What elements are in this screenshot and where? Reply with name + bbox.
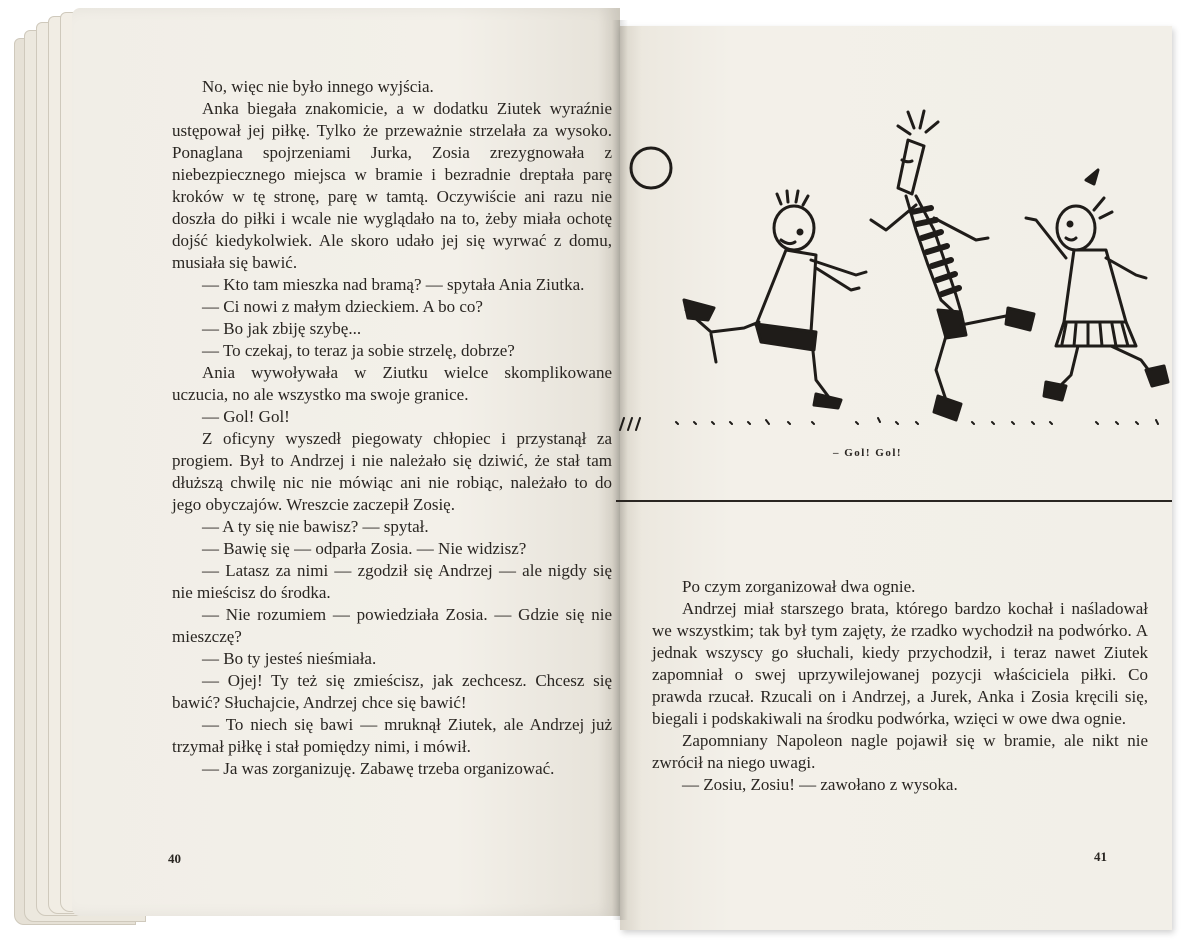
paragraph: — Kto tam mieszka nad bramą? — spytała Ania Ziutka. <box>202 275 585 294</box>
paragraph: Ania wywoływała w Ziutku wielce skomplikowane uczucia, no ale wszystko ma swoje granice. <box>172 363 612 404</box>
right-page-text <box>652 576 1148 796</box>
paragraph: — Zosiu, Zosiu! — zawołano z wysoka. <box>682 775 958 794</box>
paragraph: — Bo jak zbiję szybę... <box>202 319 362 338</box>
paragraph: — Nie rozumiem — powiedziała Zosia. — Gdzie się nie mieszczę? <box>172 605 612 646</box>
ground-marks <box>620 418 1158 430</box>
paragraph: Andrzej miał starszego brata, którego bardzo kochał i naśladował we wszystkim; tak był tym zajęty, że rzadko wychodził na podwórko. A jednak wszyscy go słuchali, kiedy przychodził, i teraz nawet Ziutek zapomniał o swej uprzywilejowanej pozycji właściciela piłki. Co prawda rzucał. Rzucali on i Andrzej, a Jurek, Anka i Zosia kręcili się, biegali i podskakiwali na środku podwórka, wzięci w owe dwa ognie. <box>652 599 1148 728</box>
paragraph: Po czym zorganizował dwa ognie. <box>682 577 916 596</box>
paragraph: — Latasz za nimi — zgodził się Andrzej — ale nigdy się nie mieścisz do środka. <box>172 561 612 602</box>
paragraph: — Ojej! Ty też się zmieścisz, jak zechcesz. Chcesz się bawić? Słuchajcie, Andrzej chce się bawić! <box>172 671 612 712</box>
paragraph: Anka biegała znakomicie, a w dodatku Ziutek wyraźnie ustępował jej piłkę. Tylko że przeważnie strzelała za wysoko. Ponaglana spojrzeniami Jurka, Zosia zrezygnowała z niebezpiecznego miejsca w bramie i bezradnie dreptała parę kroków w tę stronę, parę w tamtą. Oczywiście ani razu nie doszła do piłki i wcale nie wyglądało na to, żeby miała ochotę dojść kiedykolwiek. Ale skoro udało jej się wyrwać z domu, musiała się bawić. <box>172 99 612 272</box>
ball-drawing <box>631 148 671 188</box>
paragraph: — Ci nowi z małym dzieckiem. A bo co? <box>202 297 483 316</box>
paragraph: — Gol! Gol! <box>202 407 290 426</box>
paragraph: — Bo ty jesteś nieśmiała. <box>202 649 377 668</box>
paragraph: — To czekaj, to teraz ja sobie strzelę, dobrze? <box>202 341 515 360</box>
paragraph: Z oficyny wyszedł piegowaty chłopiec i przystanął za progiem. Był to Andrzej i nie należało się dziwić, że stał tam dłuższą chwilę nic nie mówiąc ani nie robiąc, należało to do jego obyczajów. Wreszcie zaczepił Zosię. <box>172 429 612 514</box>
tall-boy-figure <box>871 111 1034 420</box>
paragraph: — Bawię się — odparła Zosia. — Nie widzisz? <box>202 539 527 558</box>
page-number-right: 41 <box>1094 849 1107 864</box>
paragraph: Zapomniany Napoleon nagle pojawił się w bramie, ale nikt nie zwrócił na niego uwagi. <box>652 731 1148 772</box>
left-page-text <box>172 76 612 780</box>
paragraph: — Ja was zorganizuję. Zabawę trzeba organizować. <box>202 759 555 778</box>
horizontal-rule <box>616 500 1172 502</box>
paragraph: — A ty się nie bawisz? — spytał. <box>202 517 429 536</box>
boy-figure <box>684 191 866 408</box>
page-number-left: 40 <box>168 851 181 866</box>
illustration-caption: – Gol! Gol! <box>833 447 903 459</box>
girl-figure <box>1026 170 1168 400</box>
running-children-illustration <box>616 100 1172 440</box>
paragraph: No, więc nie było innego wyjścia. <box>202 77 434 96</box>
paragraph: — To niech się bawi — mruknął Ziutek, ale Andrzej już trzymał piłkę i stał pomiędzy nimi, i mówił. <box>172 715 612 756</box>
